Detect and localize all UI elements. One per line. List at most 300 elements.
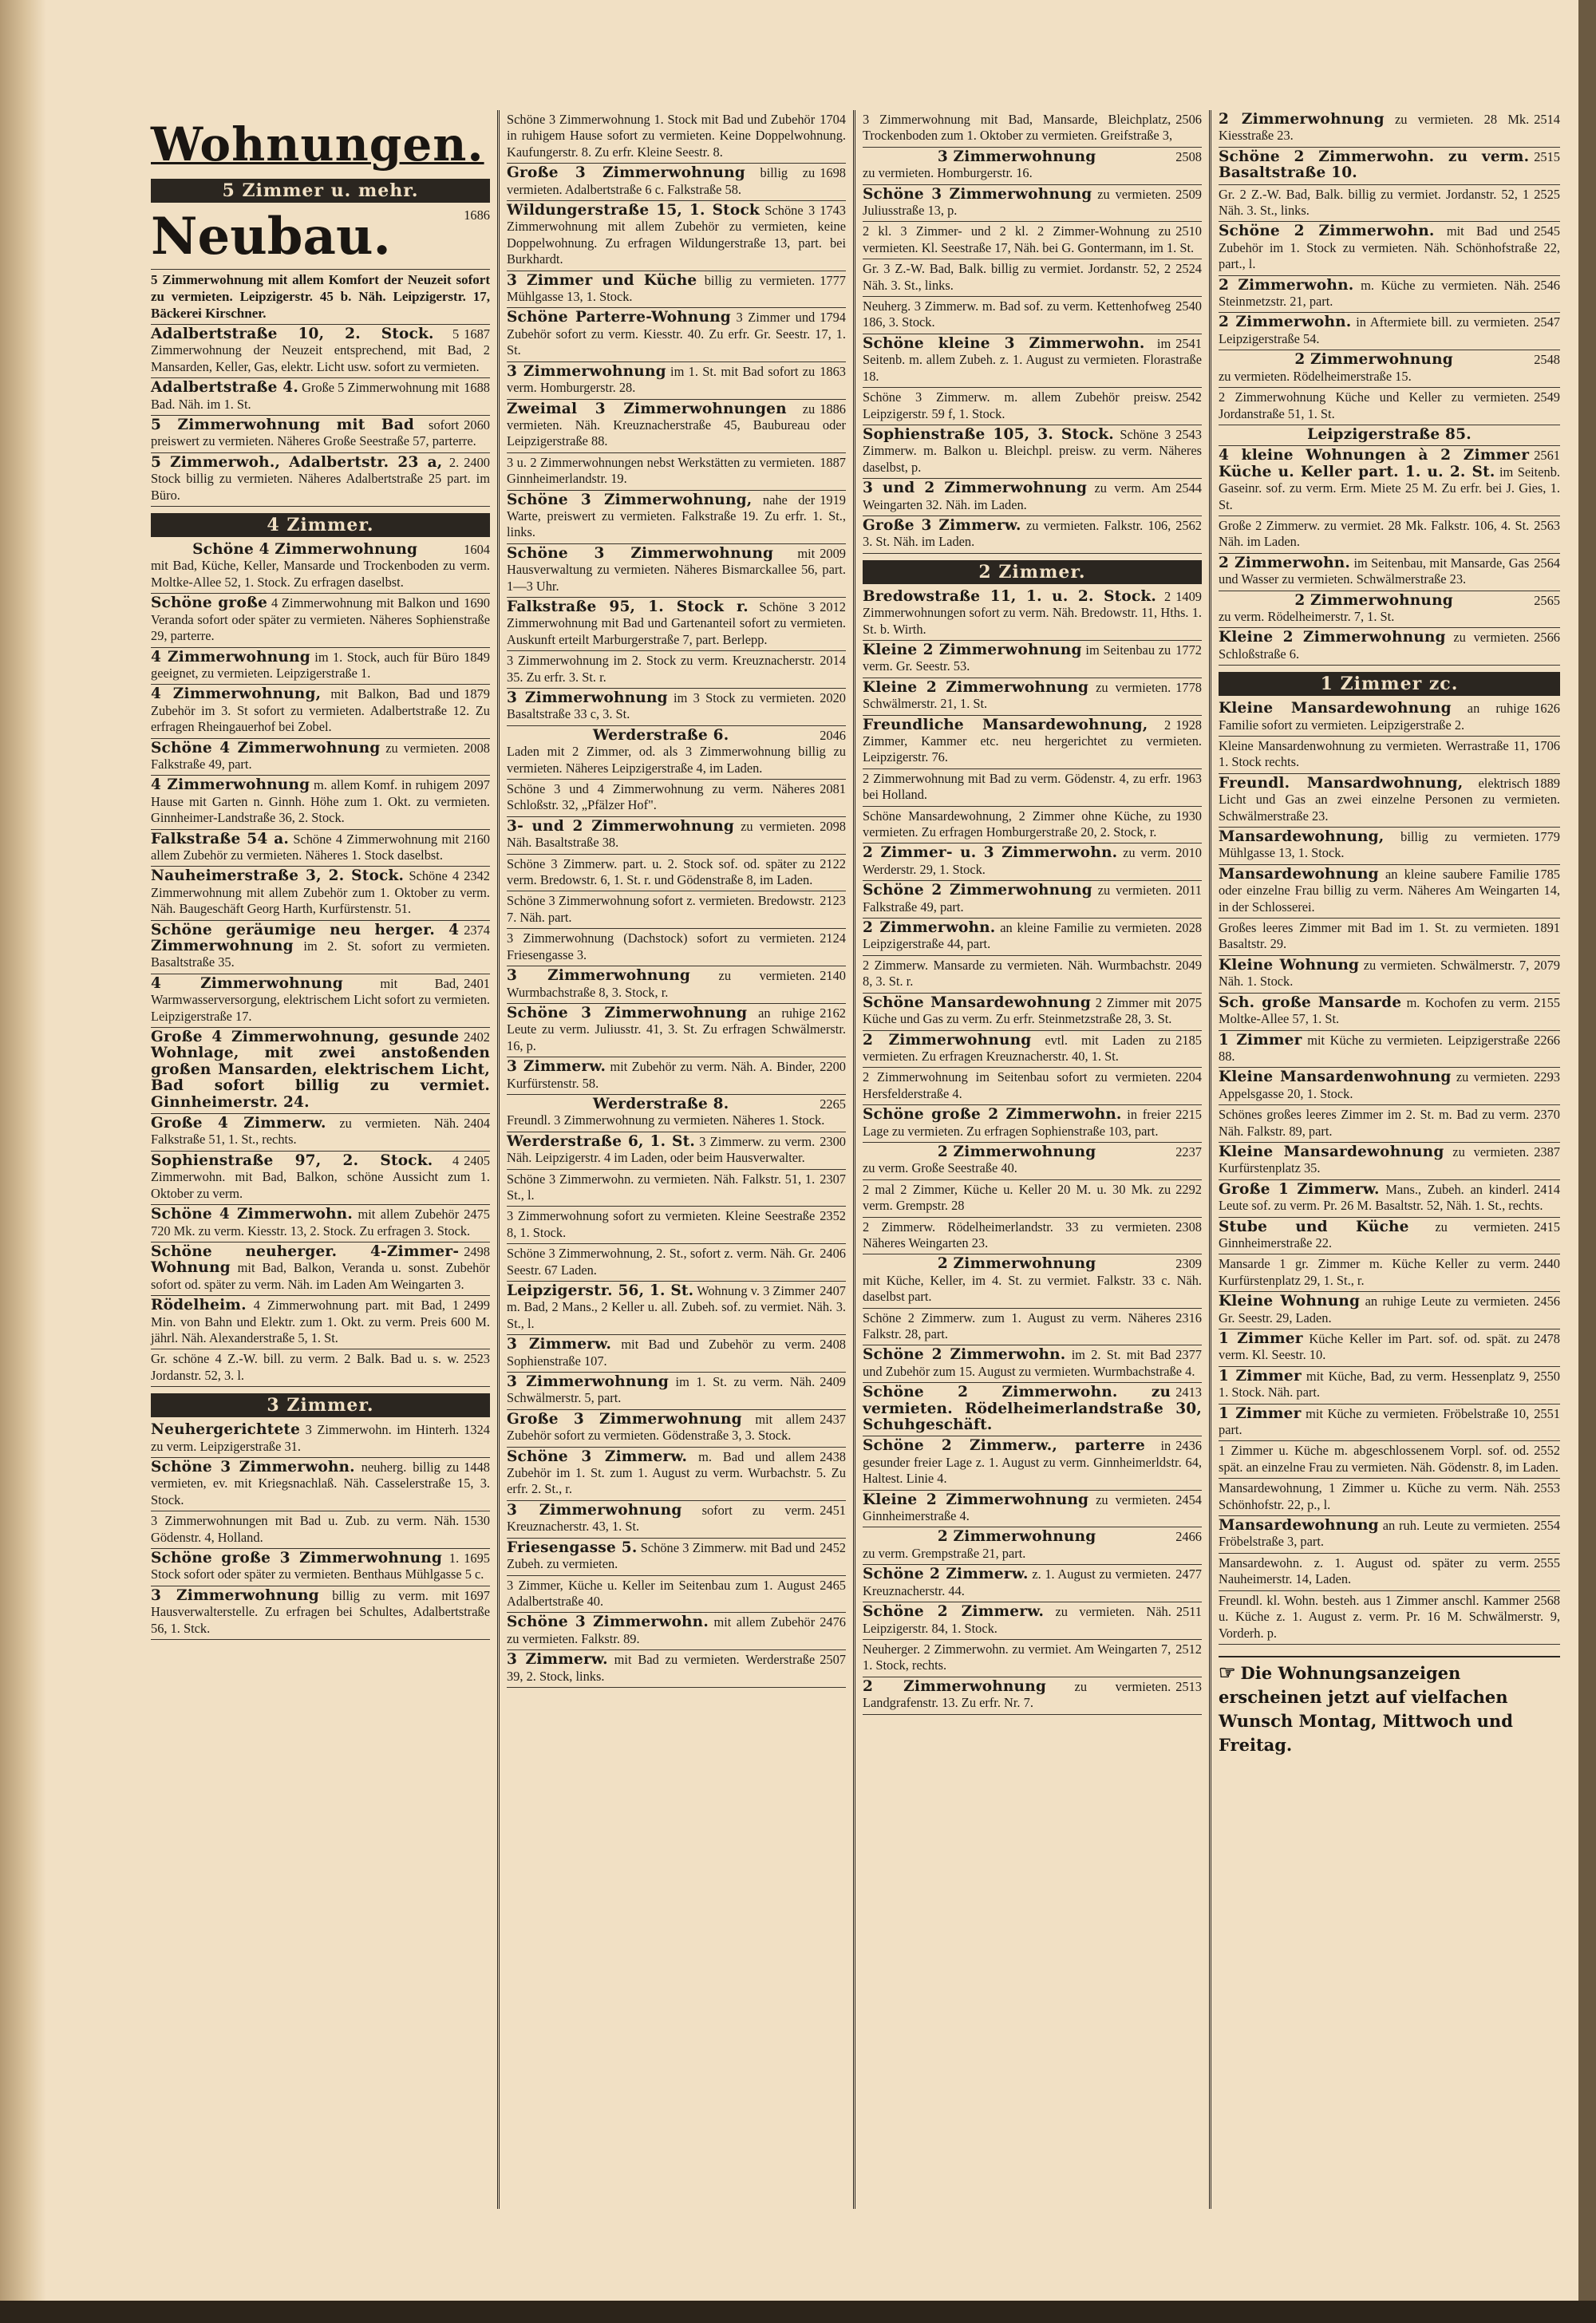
ad-number: 2514	[1534, 112, 1560, 127]
ad-number: 2162	[820, 1005, 846, 1021]
ad-headline: Schöne 2 Zimmerwohnung	[863, 882, 1092, 899]
ad-text: Küche Keller im Part. sof. od. spät. zu verm. Kl. Seestr. 10.	[1219, 1331, 1530, 1363]
ad-number: 2342	[464, 868, 490, 884]
classified-ad	[863, 843, 1202, 881]
ad-text: zu verm. Große Seestraße 40.	[863, 1160, 1017, 1176]
ad-headline: Werderstraße 6, 1. St.	[507, 1132, 695, 1150]
ad-number: 2081	[820, 781, 846, 797]
ad-number: 2478	[1534, 1331, 1560, 1346]
ad-headline: Neuhergerichtete	[151, 1421, 301, 1439]
ad-text: zu vermieten. Ginnheimerstraße 4.	[863, 1491, 1171, 1524]
ad-number: 2014	[820, 653, 846, 669]
classified-ad	[507, 966, 846, 1004]
ad-text: zu verm. Rödelheimerstr. 7, 1. St.	[1219, 608, 1395, 624]
ad-headline: Schöne 3 Zimmerwohnung	[507, 544, 774, 562]
classified-ad	[151, 416, 490, 453]
ad-number: 2414	[1534, 1181, 1560, 1197]
classified-ad	[507, 1207, 846, 1244]
ad-headline: Schöne 4 Zimmerwohnung	[151, 739, 381, 757]
ad-number: 1887	[820, 454, 846, 470]
ad-headline: Mansardewohnung	[1219, 865, 1379, 883]
ad-text: mit Zubehör zu verm. Näh. A. Binder, Kurfürstenstr. 58.	[507, 1059, 816, 1091]
classified-ad	[507, 1501, 846, 1539]
ad-number: 1698	[820, 165, 846, 181]
ad-text: 3 Zimmerwohnung im 2. Stock zu verm. Kreuznacherstr. 35. Zu erfr. 3. St. r.	[507, 653, 816, 685]
classified-ad	[1219, 994, 1560, 1031]
classified-ad	[863, 259, 1202, 297]
ad-text: Schöne 3 Zimmerwohnung 1. Stock mit Bad und Zubehör in ruhigem Hause sofort zu vermieten. Keine Doppelwohnung. Kaufungerstr. 8. Zu erfr. Kleine Seestr. 8.	[507, 112, 846, 160]
ad-text: mit Küche, Bad, zu verm. Hessenplatz 9, 1. Stock. Näh. part.	[1219, 1368, 1530, 1401]
classified-ad	[863, 716, 1202, 769]
ad-text: sofort preiswert zu vermieten. Näheres Große Seestraße 57, parterre.	[151, 417, 476, 449]
ad-number: 2543	[1175, 426, 1202, 442]
ad-number: 2098	[820, 818, 846, 834]
ad-headline: Schöne 2 Zimmerw.	[863, 1566, 1029, 1583]
classified-ad	[1219, 1068, 1560, 1105]
page-title: Wohnungen.	[151, 117, 484, 172]
ad-text: zu vermieten. Kurfürstenplatz 35.	[1219, 1144, 1530, 1176]
classified-ad	[151, 1152, 490, 1205]
ad-headline: Leipzigerstr. 56, 1. St.	[507, 1282, 694, 1299]
ad-text: 3 Zimmerwohnungen mit Bad u. Zub. zu verm. Näh. Gödenstr. 4, Holland.	[151, 1513, 460, 1545]
ad-number: 2568	[1534, 1592, 1560, 1608]
ad-number: 2402	[464, 1029, 490, 1045]
ad-headline: 3 Zimmer und Küche	[507, 271, 697, 289]
ad-headline: Schöne 2 Zimmerw., parterre	[863, 1437, 1145, 1455]
ad-text: 3 Zimmer, Küche u. Keller im Seitenbau zum 1. August Adalbertstraße 40.	[507, 1577, 816, 1609]
ad-number: 1963	[1175, 770, 1202, 786]
ad-number: 1530	[464, 1513, 490, 1529]
ad-text: 5 Zimmerwohnung mit allem Komfort der Neuzeit sofort zu vermieten. Leipzigerstr. 45 b. Näh. Leipzigerstr. 17, Bäckerei Kirschner.	[151, 272, 490, 321]
classified-ad	[863, 919, 1202, 956]
ad-number: 2466	[1175, 1529, 1202, 1545]
classified-ad	[507, 689, 846, 726]
ad-text: zu vermieten. Rödelheimerstraße 15.	[1219, 368, 1412, 384]
classified-ad	[507, 308, 846, 361]
ad-number: 2542	[1175, 389, 1202, 405]
ad-number: 2266	[1534, 1032, 1560, 1048]
ad-headline: 4 Zimmerwohnung	[151, 648, 310, 666]
classified-ad	[863, 1254, 1202, 1308]
classified-ad	[863, 1565, 1202, 1602]
ad-number: 2551	[1534, 1405, 1560, 1421]
ad-text: im Seitenbau zu verm. Gr. Seestr. 53.	[863, 642, 1171, 674]
ad-number: 2415	[1534, 1219, 1560, 1235]
ad-text: im Seitenb. Gaseinr. sof. zu verm. Erm. Miete 25 M. Zu erfr. bei J. Gies, 1. St.	[1219, 464, 1560, 512]
ad-number: 2499	[464, 1298, 490, 1314]
ad-number: 2477	[1175, 1566, 1202, 1582]
section-header: 3 Zimmer.	[151, 1393, 490, 1417]
ad-text: mit Balkon, Bad und Zubehör im 3. St sofort zu vermieten. Adalbertstraße 12. Zu erfragen Rheingauerhof bei Zobel.	[151, 686, 490, 735]
column-2	[500, 110, 855, 2209]
ad-number: 1448	[464, 1459, 490, 1475]
classified-ad	[1219, 425, 1560, 446]
classified-ad	[151, 776, 490, 829]
classified-ad	[507, 1095, 846, 1132]
ad-headline: Große 3 Zimmerwohnung	[507, 1410, 742, 1428]
ad-text: Schöne 3 Zimmerw. m. Balkon u. Bleichpl. preisw. zu verm. Näheres daselbst, p.	[863, 426, 1202, 475]
ad-number: 2555	[1534, 1555, 1560, 1570]
ad-text: Schöne 2 Zimmerw. zum 1. August zu verm. Näheres Falkstr. 28, part.	[863, 1310, 1171, 1341]
ad-text: mit Bad und Zubehör im 1. Stock zu vermieten. Näh. Schönhofstraße 22, part., l.	[1219, 223, 1560, 272]
ad-number: 2400	[464, 454, 490, 470]
ad-text: Schöne 4 Zimmerwohnung mit allem Zubehör zu vermieten. Näheres 1. Stock daselbst.	[151, 831, 460, 863]
ad-headline: Kleine Wohnung	[1219, 956, 1360, 974]
ad-headline: 4 kleine Wohnungen à 2 Zimmer Küche u. Keller part. 1. u. 2. St.	[1219, 447, 1530, 480]
ad-text: Großes leeres Zimmer mit Bad im 1. St. zu vermieten. Basaltstr. 29.	[1219, 920, 1530, 952]
ad-headline: Kleine 2 Zimmerwohnung	[863, 641, 1082, 658]
ad-headline: 2 Zimmerwohnung	[937, 1255, 1096, 1273]
column-1	[144, 110, 500, 2209]
ad-text: zu vermieten. Falkstr. 106, 3. St. Näh. im Laden.	[863, 517, 1171, 550]
ad-text: m. Bad und allem Zubehör im 1. St. zum 1. August zu verm. Wurbachstr. 5. Zu erfr. 2. St., r.	[507, 1448, 846, 1497]
ad-headline: Schöne 3 Zimmerwohn.	[507, 1614, 709, 1631]
ad-text: billig zu vermieten. Mühlgasse 13, 1. Stock.	[507, 272, 816, 305]
ad-headline: Schöne große	[151, 595, 268, 612]
ad-text: zu vermieten. Schwälmerstr. 21, 1. St.	[863, 679, 1171, 712]
ad-number: 2308	[1175, 1219, 1202, 1235]
classified-ad	[863, 185, 1202, 223]
classified-ad	[863, 1068, 1202, 1105]
ad-headline: Schöne 3 Zimmerwohnung	[507, 1004, 748, 1021]
classified-ad	[1219, 222, 1560, 275]
classified-ad	[863, 807, 1202, 844]
ad-text: Gr. 3 Z.-W. Bad, Balk. billig zu vermiet. Jordanstr. 52, 2 Näh. 3. St., links.	[863, 261, 1171, 293]
ad-text: 2. Stock billig zu vermieten. Näheres Adalbertstraße 25 part. im Büro.	[151, 454, 490, 503]
classified-ad	[863, 769, 1202, 807]
ad-number: 2564	[1534, 555, 1560, 571]
ad-headline: Friesengasse 5.	[507, 1539, 638, 1556]
ad-text: mit Bad, Küche, Keller, Mansarde und Trockenboden zu verm. Moltke-Allee 52, 1. Stock. Zu erfragen daselbst.	[151, 558, 490, 590]
ad-number: 2540	[1175, 298, 1202, 314]
ad-headline: 2 Zimmerwohnung	[937, 1143, 1096, 1160]
ad-text: Neuherg. 3 Zimmerw. m. Bad sof. zu verm. Kettenhofweg 186, 3. Stock.	[863, 298, 1171, 330]
classified-ad	[1219, 388, 1560, 425]
ad-headline: Kleine 2 Zimmerwohnung	[863, 1491, 1089, 1508]
ad-headline: 4 Zimmerwohnung	[151, 776, 310, 794]
ad-text: m. Kochofen zu verm. Moltke-Allee 57, 1. St.	[1219, 994, 1530, 1027]
classified-ad	[863, 641, 1202, 678]
ad-text: im 1. St. mit Bad sofort zu verm. Homburgerstr. 28.	[507, 363, 816, 396]
ad-text: nahe der Warte, preiswert zu vermieten. Falkstraße 19. Zu erfr. 1. St., links.	[507, 492, 846, 540]
ad-headline: Sophienstraße 97, 2. Stock.	[151, 1152, 433, 1169]
ad-number: 2097	[464, 777, 490, 793]
ad-headline: 2 Zimmerwohnung	[937, 1528, 1096, 1546]
ad-text: zu vermieten. Ginnheimerstraße 22.	[1219, 1219, 1530, 1250]
ad-number: 2307	[820, 1171, 846, 1187]
classified-ad	[151, 1114, 490, 1152]
ad-headline: Kleine Mansardenwohnung	[1219, 1069, 1452, 1086]
classified-ad	[507, 598, 846, 651]
ad-text: an kleine saubere Familie oder einzelne Frau billig zu verm. Näheres Am Weingarten 14, in der Schlosserei.	[1219, 866, 1560, 915]
classified-ad	[507, 1373, 846, 1410]
classified-ad	[1219, 276, 1560, 314]
ad-headline: Schöne Parterre-Wohnung	[507, 309, 731, 326]
ad-headline: 2 Zimmerwohn.	[1219, 314, 1352, 331]
classified-ad	[507, 271, 846, 309]
classified-ad	[507, 453, 846, 491]
ad-number: 1778	[1175, 679, 1202, 695]
ad-headline: 3 Zimmerwohnung	[507, 967, 690, 985]
classified-ad	[863, 881, 1202, 919]
ad-headline: Zweimal 3 Zimmerwohnungen	[507, 400, 787, 417]
ad-number: 2550	[1534, 1368, 1560, 1384]
classified-ad	[151, 739, 490, 776]
classified-ad	[863, 334, 1202, 388]
ad-number: 2408	[820, 1337, 846, 1353]
classified-ad	[151, 1420, 490, 1458]
classified-ad	[507, 201, 846, 271]
classified-ad	[1219, 1404, 1560, 1442]
classified-ad	[507, 1132, 846, 1170]
ad-text: 3 Zimmer und Zubehör sofort zu verm. Kiesstr. 40. Zu erfr. Gr. Seestr. 17, 1. St.	[507, 310, 846, 358]
column-1-ads	[151, 270, 490, 1640]
ad-headline: 3 Zimmerw.	[507, 1058, 606, 1076]
classified-ad	[1219, 628, 1560, 666]
ad-number: 2510	[1175, 223, 1202, 239]
ad-number: 1743	[820, 203, 846, 219]
ad-number: 2020	[820, 690, 846, 705]
ad-headline: Stube und Küche	[1219, 1218, 1409, 1235]
classified-ad	[1219, 554, 1560, 591]
ad-headline: Schöne 2 Zimmerwohn.	[1219, 223, 1435, 240]
ad-number: 2309	[1175, 1256, 1202, 1272]
ad-number: 2075	[1175, 994, 1202, 1010]
ad-text: 5 Zimmerwohnung der Neuzeit entsprechend, mit Bad, 2 Mansarden, Keller, Gas, elektr. Licht usw. sofort zu vermieten.	[151, 326, 490, 374]
ad-number: 1772	[1175, 642, 1202, 658]
ad-text: 3 Zimmerwohnung mit Bad, Mansarde, Bleichplatz, Trockenboden zum 1. Oktober zu vermieten. Greifstraße 3,	[863, 112, 1173, 144]
classified-ad	[863, 297, 1202, 334]
ad-headline: 2 Zimmerwohnung	[1219, 111, 1385, 128]
ad-headline: 2 Zimmerwohn.	[863, 919, 996, 937]
ad-number: 2524	[1175, 261, 1202, 277]
ad-text: Schöne 3 Zimmerwohn. zu vermieten. Näh. Falkstr. 51, 1. St., l.	[507, 1171, 816, 1203]
classified-ad	[863, 222, 1202, 259]
ad-headline: Sophienstraße 105, 3. Stock.	[863, 425, 1114, 443]
classified-ad	[1219, 1180, 1560, 1218]
ad-number: 2405	[464, 1152, 490, 1168]
ad-number: 2452	[820, 1539, 846, 1555]
ad-headline: Mansardewohnung,	[1219, 828, 1385, 846]
page-bottom-edge	[0, 2301, 1596, 2323]
column-3-ads	[863, 110, 1202, 1715]
publication-notice	[1219, 1656, 1560, 1757]
ad-headline: Schöne neuherger. 4-Zimmer-Wohnung	[151, 1242, 460, 1277]
ad-headline: Adalbertstraße 4.	[151, 379, 298, 397]
classified-ad	[507, 1576, 846, 1614]
ad-text: 2 Zimmerwohnungen sofort zu verm. Näh. Bredowstr. 11, Hths. 1. St. b. Wirth.	[863, 588, 1202, 637]
classified-ad	[1219, 1031, 1560, 1069]
classified-ad	[863, 1436, 1202, 1490]
classified-ad	[151, 1586, 490, 1640]
ad-headline: Schöne 2 Zimmerwohn. zu verm. Basaltstraße 10.	[1219, 148, 1530, 182]
classified-ad	[507, 726, 846, 780]
ad-number: 2547	[1534, 314, 1560, 330]
ad-text: 2 Zimmerw. Rödelheimerlandstr. 33 zu vermieten. Näheres Weingarten 23.	[863, 1219, 1171, 1250]
ad-number: 2523	[464, 1351, 490, 1367]
ad-text: Freundl. kl. Wohn. besteh. aus 1 Zimmer anschl. Kammer u. Küche z. 1. August z. verm. Pr. 16 M. Schwälmerstr. 9, Vorderh. p.	[1219, 1592, 1560, 1641]
ad-headline: 1 Zimmer	[1219, 1367, 1302, 1385]
ad-headline: Schöne 3 Zimmerw.	[507, 1448, 688, 1465]
ad-number: 2409	[820, 1374, 846, 1390]
ad-text: Freundl. 3 Zimmerwohnung zu vermieten. Näheres 1. Stock.	[507, 1112, 825, 1128]
classified-ad	[863, 1031, 1202, 1069]
classified-ad	[1219, 313, 1560, 350]
neubau-ad	[151, 206, 490, 270]
classified-ad	[151, 1028, 490, 1114]
ad-text: 4 Zimmerwohnung mit Balkon und Veranda sofort oder später zu vermieten. Näheres Sophienstraße 29, parterre.	[151, 595, 490, 644]
ad-number: 2507	[820, 1652, 846, 1668]
ad-headline: Werderstraße 6.	[592, 726, 729, 744]
ad-headline: 3 Zimmerwohnung	[507, 362, 666, 380]
classified-ad	[1219, 1516, 1560, 1554]
ad-number: 2377	[1175, 1347, 1202, 1363]
ad-headline: Schöne kleine 3 Zimmerwohn.	[863, 334, 1145, 352]
ad-text: Schönes großes leeres Zimmer im 2. St. m. Bad zu verm. Näh. Falkstr. 89, part.	[1219, 1107, 1530, 1139]
classified-ad	[1219, 737, 1560, 774]
ad-text: Mans., Zubeh. an kinderl. Leute sof. zu verm. Pr. 26 M. Basaltstr. 52, Näh. 1. St., rechts.	[1219, 1181, 1543, 1214]
ad-headline: 3 Zimmerwohnung	[151, 1586, 319, 1604]
ad-number: 2509	[1175, 186, 1202, 202]
ad-text: zu vermieten. Juliusstraße 13, p.	[863, 186, 1171, 219]
classified-ad	[863, 148, 1202, 185]
ad-text: mit allem Zubehör 720 Mk. zu verm. Kiesstr. 13, 2. Stock. Zu erfragen 3. Stock.	[151, 1207, 471, 1239]
ad-number: 2049	[1175, 957, 1202, 973]
classified-ad	[1219, 828, 1560, 865]
ad-text: mit Küche zu vermieten. Fröbelstraße 10, part.	[1219, 1405, 1530, 1438]
ad-text: 2 Zimmerw. Mansarde zu vermieten. Näh. Wurmbachstr. 8, 3. St. r.	[863, 957, 1171, 990]
ad-number: 2548	[1534, 352, 1560, 368]
ad-text: zu vermieten. Näh. Kreuznacherstraße 45, Baubureau oder Leipzigerstraße 88.	[507, 401, 846, 449]
ad-text: Schöne 3 Zimmerw. mit Bad und Zubeh. zu vermieten.	[507, 1539, 816, 1572]
notice-text: Die Wohnungsanzeigen erscheinen jetzt auf vielfachen Wunsch Montag, Mittwoch und Freitag.	[1219, 1662, 1513, 1755]
classified-ad	[863, 1527, 1202, 1565]
ad-number: 2237	[1175, 1144, 1202, 1160]
classified-ad	[151, 1242, 490, 1296]
ad-number: 2498	[464, 1243, 490, 1259]
ad-headline: 2 Zimmerwohnung	[863, 1677, 1046, 1695]
ad-headline: 3 und 2 Zimmerwohnung	[863, 480, 1088, 497]
classified-ad	[151, 974, 490, 1028]
ad-text: 2 Zimmerwohnung mit Bad zu verm. Gödenstr. 4, zu erfr. bei Holland.	[863, 770, 1171, 803]
ad-text: billig zu verm. mit Hausverwalterstelle. Zu erfragen bei Schultes, Adalbertstraße 56, 1. Stck.	[151, 1587, 490, 1636]
column-4-ads	[1219, 110, 1560, 1645]
ad-number: 1930	[1175, 808, 1202, 824]
classified-ad	[863, 1677, 1202, 1715]
ad-number: 1695	[464, 1551, 490, 1566]
ad-number: 2437	[820, 1411, 846, 1427]
classified-ad	[507, 780, 846, 817]
ad-text: neuherg. billig zu vermieten, ev. mit Kriegsnachlaß. Näh. Casselerstraße 15, 3. Stock.	[151, 1459, 490, 1507]
ad-number: 2563	[1534, 517, 1560, 533]
ad-number: 1697	[464, 1587, 490, 1603]
ad-number: 2352	[820, 1208, 846, 1224]
ad-number: 1863	[820, 363, 846, 379]
ad-text: m. allem Komf. in ruhigem Hause mit Garten n. Ginnh. Höhe zum 1. Okt. zu vermieten. Ginnheimer-Landstraße 36, 2. Stock.	[151, 777, 490, 826]
ad-text: billig zu vermieten. Mühlgasse 13, 1. Stock.	[1219, 829, 1530, 861]
ad-number: 2451	[820, 1502, 846, 1518]
classified-ad	[1219, 1329, 1560, 1367]
classified-ad	[507, 1057, 846, 1095]
classified-ad	[507, 1539, 846, 1576]
ad-headline: Falkstraße 54 a.	[151, 830, 290, 847]
ad-number: 1690	[464, 595, 490, 611]
ad-headline: Wildungerstraße 15, 1. Stock	[507, 202, 760, 219]
ad-headline: 1 Zimmer	[1219, 1404, 1302, 1422]
classified-ad	[1219, 446, 1560, 516]
ad-number: 1409	[1175, 588, 1202, 604]
classified-ad	[151, 1205, 490, 1242]
ad-text: mit Hausverwaltung zu vermieten. Näheres Bismarckallee 56, part. 1—3 Uhr.	[507, 545, 846, 594]
ad-number: 2476	[820, 1614, 846, 1630]
ad-headline: 1 Zimmer	[1219, 1330, 1303, 1347]
classified-ad	[863, 587, 1202, 641]
ad-text: elektrisch Licht und Gas an zwei einzelne Personen zu vermieten. Schwälmerstraße 23.	[1219, 775, 1560, 824]
ad-number: 2546	[1534, 277, 1560, 293]
ad-number: 2565	[1534, 592, 1560, 608]
ad-text: zu vermieten. Näh. Basaltstraße 38.	[507, 818, 816, 851]
classified-ad	[863, 479, 1202, 516]
column-4	[1211, 110, 1567, 2209]
classified-ad	[1219, 1367, 1560, 1404]
ad-number: 2552	[1534, 1443, 1560, 1459]
ad-text: Große 2 Zimmerw. zu vermiet. 28 Mk. Falkstr. 106, 4. St. Näh. im Laden.	[1219, 517, 1530, 550]
classified-ad	[863, 994, 1202, 1031]
classified-ad	[1219, 148, 1560, 185]
ad-number: 1688	[464, 380, 490, 396]
ad-number: 1777	[820, 272, 846, 288]
classified-ad	[1219, 350, 1560, 388]
ad-number: 2549	[1534, 389, 1560, 405]
ad-headline: 3 Zimmerwohnung	[937, 148, 1096, 165]
ad-number: 2008	[464, 740, 490, 756]
ad-text: 1. Stock sofort oder später zu vermieten. Benthaus Mühlgasse 5 c.	[151, 1551, 484, 1582]
ad-text: zu verm. Am Weingarten 32. Näh. im Laden.	[863, 480, 1171, 512]
ad-text: 3 Zimmerwohn. im Hinterh. zu verm. Leipzigerstraße 31.	[151, 1422, 460, 1454]
ad-text: sofort zu verm. Kreuznacherstr. 43, 1. St.	[507, 1502, 816, 1535]
ad-text: 4 Zimmerwohn. mit Bad, Balkon, schöne Aussicht zum 1. Oktober zu verm.	[151, 1152, 490, 1201]
ad-headline: 5 Zimmerwoh., Adalbertstr. 23 a,	[151, 453, 443, 471]
ad-text: Schöne 3 und 4 Zimmerwohnung zu verm. Näheres Schloßstr. 32, „Pfälzer Hof".	[507, 781, 816, 813]
ad-text: Schöne 3 Zimmerwohnung mit Bad und Gartenanteil sofort zu vermieten. Auskunft erteilt Marburgerstraße 7, part. Berlepp.	[507, 599, 846, 647]
ad-headline: Schöne große 2 Zimmerwohn.	[863, 1106, 1122, 1124]
pointing-hand-icon: ☞	[1219, 1660, 1236, 1684]
ad-headline: Falkstraße 95, 1. Stock r.	[507, 598, 749, 615]
classified-ad	[151, 1296, 490, 1349]
ad-headline: 3- und 2 Zimmerwohnung	[507, 817, 735, 835]
ad-headline: Schöne geräumige neu herger. 4 Zimmerwohnung	[151, 921, 460, 954]
classified-ad	[151, 378, 490, 416]
ad-text: Wohnung v. 3 Zimmer m. Bad, 2 Mans., 2 Keller u. all. Zubeh. sof. zu vermiet. Näh. 3. St., l.	[507, 1283, 846, 1331]
ad-number: 2406	[820, 1246, 846, 1262]
classified-ad	[151, 1458, 490, 1511]
ad-number: 2541	[1175, 335, 1202, 351]
section-header: 2 Zimmer.	[863, 560, 1202, 584]
classified-ad	[1219, 1105, 1560, 1143]
ad-number: 2124	[820, 930, 846, 946]
ad-number: 2407	[820, 1283, 846, 1298]
classified-ad	[863, 516, 1202, 554]
ad-number: 2440	[1534, 1256, 1560, 1272]
classified-ad	[863, 110, 1202, 148]
ad-text: 2 Zimmerwohnung Küche und Keller zu vermieten. Jordanstraße 51, 1. St.	[1219, 389, 1530, 421]
ad-headline: Leipzigerstraße 85.	[1307, 425, 1472, 443]
ad-number: 2011	[1175, 883, 1202, 899]
ad-number: 2140	[820, 968, 846, 984]
ad-number: 2545	[1534, 223, 1560, 239]
ad-text: Schöne 3 Zimmerw. m. allem Zubehör preisw. Leipzigerstr. 59 f, 1. Stock.	[863, 389, 1171, 421]
classified-ad	[151, 648, 490, 685]
